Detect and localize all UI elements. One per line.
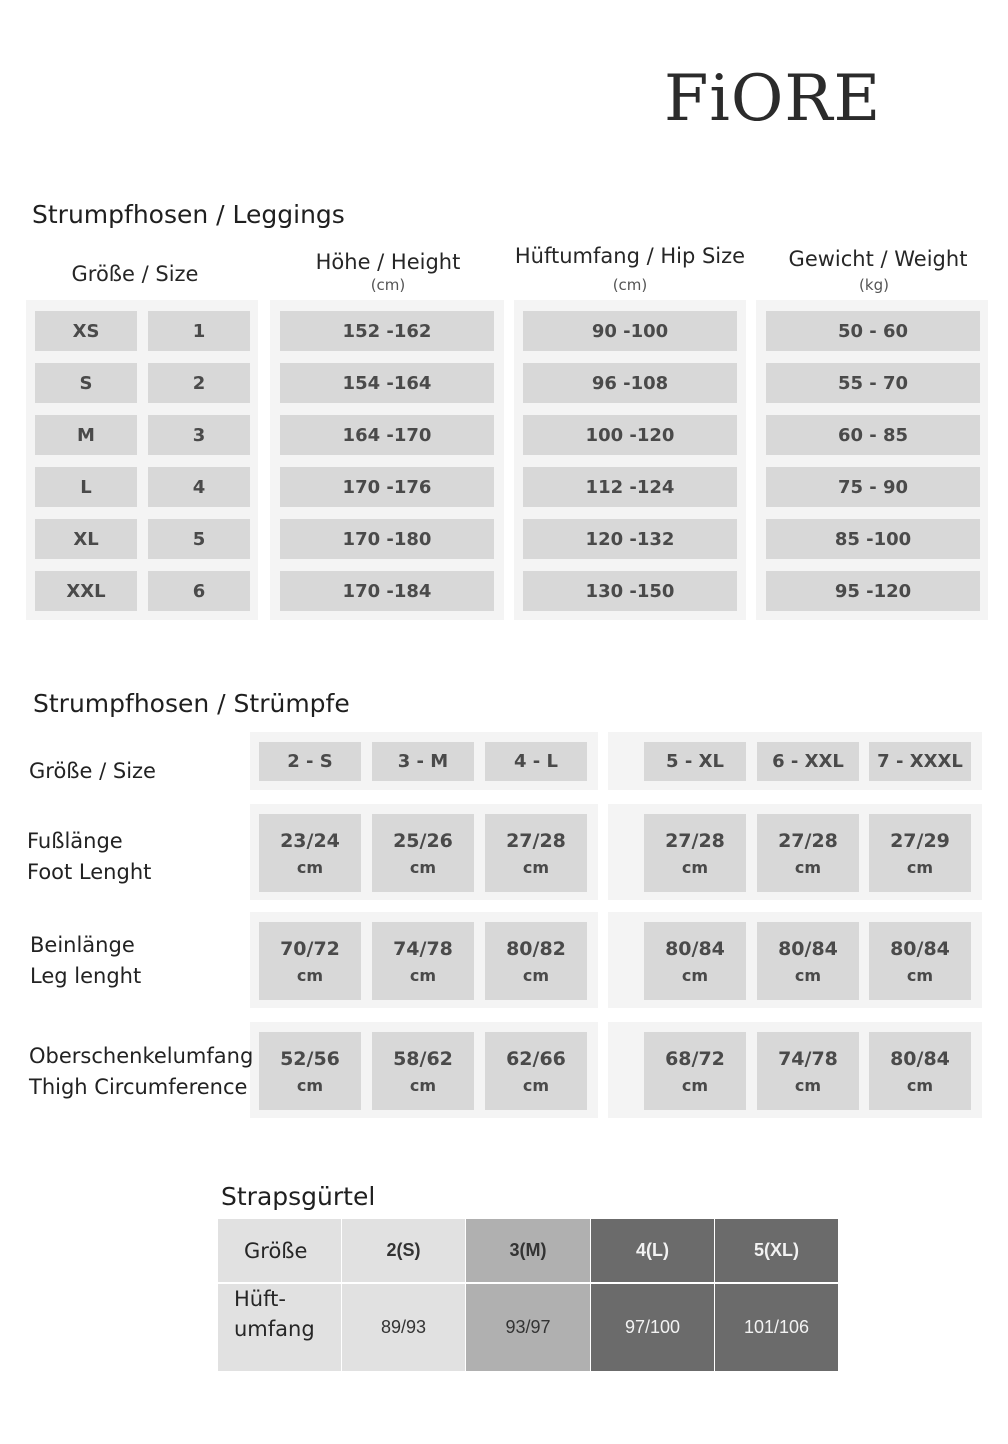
stockings-value: 27/28 <box>778 829 838 852</box>
stockings-value-cell <box>485 922 587 1000</box>
stockings-value: 80/82 <box>506 937 566 960</box>
stockings-size-header-cell: 3 - M <box>372 742 474 781</box>
garter-size-cell: 4(L) <box>591 1219 714 1282</box>
thigh-label-en: Thigh Circumference <box>29 1075 248 1099</box>
stockings-value: 74/78 <box>778 1047 838 1070</box>
thigh-label <box>29 1041 253 1103</box>
stockings-unit: cm <box>794 965 822 985</box>
stockings-value-cell <box>644 922 746 1000</box>
stockings-value-cell <box>869 1032 971 1110</box>
leggings-hip-cell: 120 -132 <box>523 519 737 559</box>
garter-hip-cell: 89/93 <box>342 1284 465 1371</box>
stockings-size-header-cell: 6 - XXL <box>757 742 859 781</box>
stockings-unit: cm <box>296 857 324 877</box>
stockings-value: 52/56 <box>280 1047 340 1070</box>
leggings-size-number-cell: 4 <box>148 467 250 507</box>
garter-hip-label-line2: umfang <box>234 1317 315 1341</box>
stockings-value-cell <box>372 922 474 1000</box>
stockings-value: 74/78 <box>393 937 453 960</box>
stockings-value-cell <box>485 1032 587 1110</box>
leggings-hip-unit: (cm) <box>612 276 648 294</box>
stockings-value-cell <box>259 1032 361 1110</box>
leggings-height-cell: 170 -176 <box>280 467 494 507</box>
leggings-height-cell: 170 -184 <box>280 571 494 611</box>
leggings-size-cell: L <box>35 467 137 507</box>
garter-title: Strapsgürtel <box>221 1182 376 1211</box>
leggings-weight-cell: 50 - 60 <box>766 311 980 351</box>
leggings-size-number-cell: 1 <box>148 311 250 351</box>
stockings-size-header-cell: 2 - S <box>259 742 361 781</box>
stockings-value: 27/28 <box>665 829 725 852</box>
stockings-value-cell <box>869 922 971 1000</box>
leggings-height-unit: (cm) <box>370 276 406 294</box>
stockings-unit: cm <box>296 1075 324 1095</box>
stockings-value-cell <box>757 922 859 1000</box>
leggings-height-cell: 164 -170 <box>280 415 494 455</box>
leggings-size-number-cell: 5 <box>148 519 250 559</box>
garter-size-cell: 5(XL) <box>715 1219 838 1282</box>
leggings-height-cell: 154 -164 <box>280 363 494 403</box>
garter-hip-cell: 101/106 <box>715 1284 838 1371</box>
leggings-title: Strumpfhosen / Leggings <box>32 200 345 229</box>
stockings-unit: cm <box>794 1075 822 1095</box>
leggings-hip-cell: 96 -108 <box>523 363 737 403</box>
stockings-unit: cm <box>296 965 324 985</box>
stockings-unit: cm <box>522 965 550 985</box>
leggings-weight-cell: 60 - 85 <box>766 415 980 455</box>
stockings-value: 62/66 <box>506 1047 566 1070</box>
stockings-unit: cm <box>906 1075 934 1095</box>
brand-logo: FiORE <box>664 62 882 136</box>
stockings-size-header-cell: 4 - L <box>485 742 587 781</box>
leggings-hip-cell: 100 -120 <box>523 415 737 455</box>
stockings-value: 80/84 <box>890 1047 950 1070</box>
stockings-unit: cm <box>681 1075 709 1095</box>
leg-length-label-en: Leg lenght <box>30 964 142 988</box>
garter-size-cell: 3(M) <box>466 1219 590 1282</box>
foot-length-label <box>27 826 151 888</box>
garter-size-cell: 2(S) <box>342 1219 465 1282</box>
leggings-size-number-cell: 2 <box>148 363 250 403</box>
leggings-hip-header: Hüftumfang / Hip Size <box>514 244 746 268</box>
leggings-size-number-cell: 3 <box>148 415 250 455</box>
stockings-value-cell <box>869 814 971 892</box>
leggings-height-header: Höhe / Height <box>315 250 461 274</box>
stockings-unit: cm <box>681 857 709 877</box>
leggings-size-number-cell: 6 <box>148 571 250 611</box>
foot-length-label-de: Fußlänge <box>27 829 123 853</box>
leggings-size-cell: M <box>35 415 137 455</box>
stockings-title: Strumpfhosen / Strümpfe <box>33 689 350 718</box>
stockings-unit: cm <box>794 857 822 877</box>
stockings-value: 80/84 <box>890 937 950 960</box>
thigh-label-de: Oberschenkelumfang <box>29 1044 254 1068</box>
leggings-weight-cell: 55 - 70 <box>766 363 980 403</box>
stockings-value-cell <box>644 814 746 892</box>
stockings-size-header-cell: 5 - XL <box>644 742 746 781</box>
foot-length-label-en: Foot Lenght <box>27 860 152 884</box>
leggings-hip-cell: 90 -100 <box>523 311 737 351</box>
leggings-hip-cell: 112 -124 <box>523 467 737 507</box>
stockings-value: 80/84 <box>778 937 838 960</box>
garter-size-label: Größe <box>218 1219 341 1282</box>
stockings-value: 80/84 <box>665 937 725 960</box>
leggings-weight-unit: (kg) <box>859 276 889 294</box>
stockings-value-cell <box>485 814 587 892</box>
stockings-unit: cm <box>906 965 934 985</box>
stockings-size-label: Größe / Size <box>29 759 156 783</box>
leg-length-label-de: Beinlänge <box>30 933 135 957</box>
stockings-value-cell <box>644 1032 746 1110</box>
leggings-size-cell: XS <box>35 311 137 351</box>
stockings-unit: cm <box>681 965 709 985</box>
stockings-value: 27/28 <box>506 829 566 852</box>
stockings-value: 27/29 <box>890 829 950 852</box>
stockings-unit: cm <box>522 857 550 877</box>
leggings-size-cell: XL <box>35 519 137 559</box>
stockings-value: 58/62 <box>393 1047 453 1070</box>
stockings-value-cell <box>372 1032 474 1110</box>
stockings-value: 68/72 <box>665 1047 725 1070</box>
stockings-value-cell <box>372 814 474 892</box>
leggings-weight-cell: 85 -100 <box>766 519 980 559</box>
leggings-height-cell: 152 -162 <box>280 311 494 351</box>
stockings-unit: cm <box>409 965 437 985</box>
stockings-value-cell <box>757 814 859 892</box>
garter-hip-label <box>218 1284 341 1371</box>
leggings-size-cell: S <box>35 363 137 403</box>
leggings-size-header: Größe / Size <box>71 262 199 286</box>
leggings-weight-cell: 95 -120 <box>766 571 980 611</box>
garter-hip-cell: 93/97 <box>466 1284 590 1371</box>
stockings-value-cell <box>259 922 361 1000</box>
stockings-unit: cm <box>522 1075 550 1095</box>
garter-hip-label-line1: Hüft- <box>234 1287 286 1311</box>
stockings-unit: cm <box>906 857 934 877</box>
stockings-value: 23/24 <box>280 829 340 852</box>
stockings-unit: cm <box>409 857 437 877</box>
leggings-hip-cell: 130 -150 <box>523 571 737 611</box>
stockings-size-header-cell: 7 - XXXL <box>869 742 971 781</box>
stockings-value-cell <box>259 814 361 892</box>
leggings-weight-header: Gewicht / Weight <box>788 247 968 271</box>
leg-length-label <box>30 930 141 992</box>
stockings-unit: cm <box>409 1075 437 1095</box>
leggings-size-cell: XXL <box>35 571 137 611</box>
stockings-value: 25/26 <box>393 829 453 852</box>
stockings-value-cell <box>757 1032 859 1110</box>
leggings-weight-cell: 75 - 90 <box>766 467 980 507</box>
garter-hip-cell: 97/100 <box>591 1284 714 1371</box>
leggings-height-cell: 170 -180 <box>280 519 494 559</box>
stockings-value: 70/72 <box>280 937 340 960</box>
